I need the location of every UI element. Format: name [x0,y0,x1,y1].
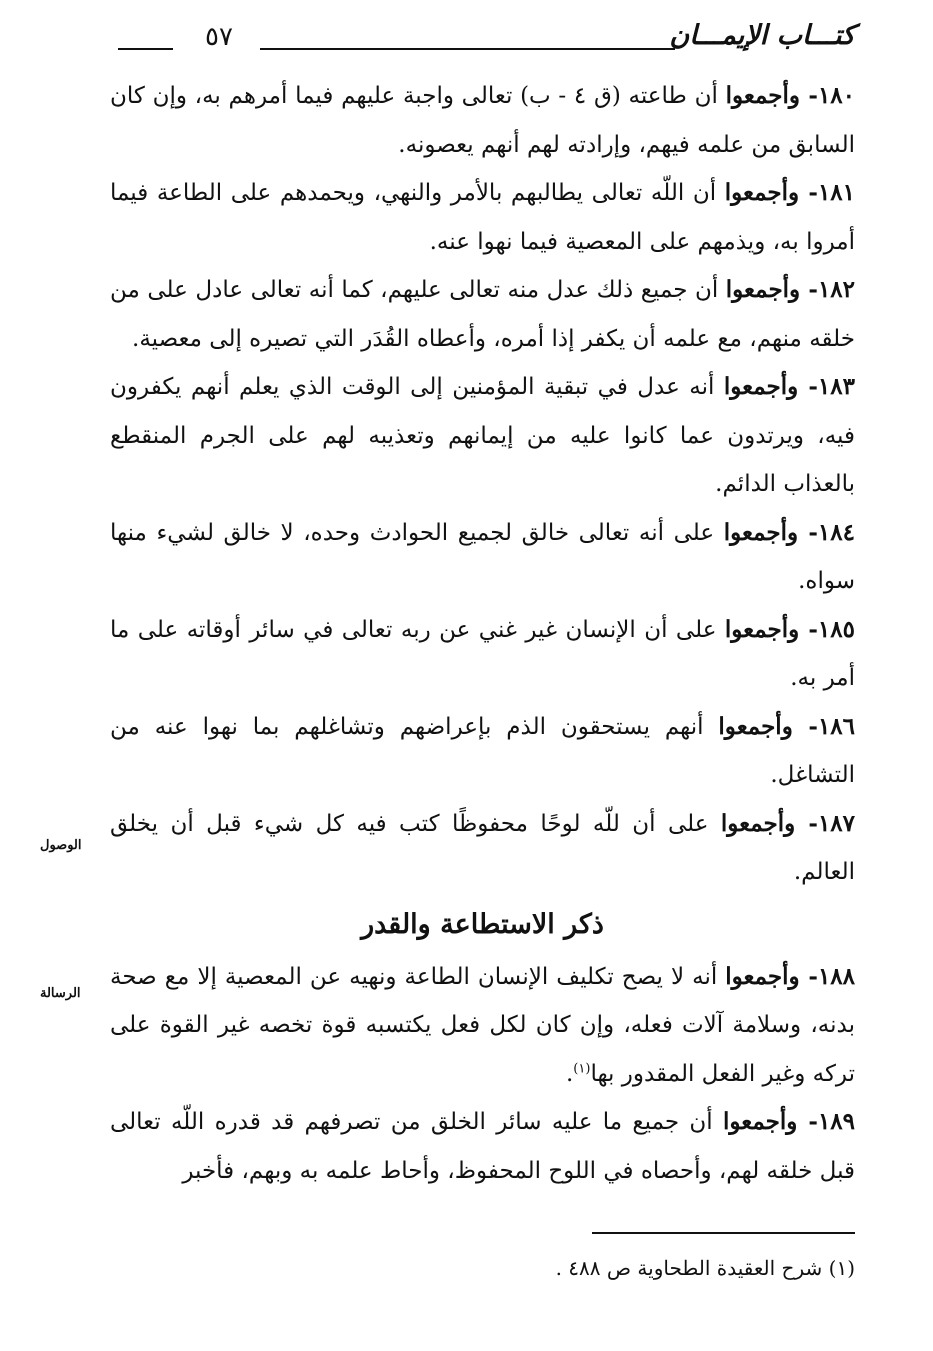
item-number: ١٨٩ [817,1108,855,1135]
paragraph-186: ١٨٦- وأجمعوا أنهم يستحقون الذم بإعراضهم وتشاغلهم بما نهوا عنه من التشاغل. [110,712,855,788]
paragraph-181: ١٨١- وأجمعوا أن اللّه تعالى يطالبهم بالأمر والنهي، ويحمدهم على الطاعة فيما أمروا به، ويذمهم على المعصية فيما نهوا عنه. [110,179,855,255]
item-number: ١٨٧ [817,809,855,837]
lead-word: وأجمعوا [720,809,796,837]
paragraph-text: أنهم يستحقون الذم بإعراضهم وتشاغلهم بما نهوا عنه من التشاغل. [110,713,855,788]
body-text [110,72,855,1195]
paragraph-185: ١٨٥- وأجمعوا على أن الإنسان غير غني عن ربه تعالى في سائر أوقاته على ما أمر به. [110,615,855,691]
paragraph-text: أنه عدل في تبقية المؤمنين إلى الوقت الذي يعلم أنهم يكفرون فيه، ويرتدون عما كانوا عليه من إيمانهم وتعذيبه لهم على الجرم المنقطع بالعذاب الدائم. [110,374,855,497]
paragraph-187: ١٨٧- وأجمعوا على أن للّه لوحًا محفوظًا كتب فيه كل شيء قبل أن يخلق العالم. [110,809,855,885]
footnote-separator [592,1232,855,1234]
lead-word: وأجمعوا [725,82,800,109]
running-head [110,20,855,70]
paragraph-189: ١٨٩- وأجمعوا أن جميع ما عليه سائر الخلق من تصرفهم قد قدره اللّه تعالى قبل خلقه لهم، وأحصاه في اللوح المحفوظ، وأحاط علمه به وبهم، فأخبر [110,1108,855,1184]
paragraph-188: ١٨٨- وأجمعوا أنه لا يصح تكليف الإنسان الطاعة ونهيه عن المعصية إلا مع صحة بدنه، وسلامة آلات فعله، وإن كان لكل فعل يكتسبه قوة تخصه غير القوة على تركه وغير الفعل المقدور بها$^{(١)}$. [110,962,855,1087]
paragraph-182: ١٨٢- وأجمعوا أن جميع ذلك عدل منه تعالى عليهم، كما أنه تعالى عادل على من خلقه منهم، مع علمه أن يكفر إذا أمره، وأعطاه القُدَر التي تصيره إلى معصية. [110,276,855,352]
lead-word: وأجمعوا [724,179,800,206]
paragraph-180: ١٨٠- وأجمعوا أن طاعته (ق ٤ - ب) تعالى واجبة عليهم فيما أمرهم به، وإن كان السابق من علمه فيهم، وإرادته لهم أنهم يعصونه. [110,82,855,158]
paragraph-text: على أن للّه لوحًا محفوظًا كتب فيه كل شيء قبل أن يخلق العالم. [110,810,855,885]
footnote: (١) شرح العقيدة الطحاوية ص ٤٨٨ . [555,1256,855,1280]
paragraph-text: أنه لا يصح تكليف الإنسان الطاعة ونهيه عن المعصية إلا مع صحة بدنه، وسلامة آلات فعله، وإن كان لكل فعل يكتسبه قوة تخصه غير القوة على تركه وغير الفعل المقدور بها [110,963,855,1087]
lead-word: وأجمعوا [725,962,800,990]
paragraph-text: أن اللّه تعالى يطالبهم بالأمر والنهي، ويحمدهم على الطاعة فيما أمروا به، ويذمهم على المعصية فيما نهوا عنه. [110,180,855,255]
margin-note-alrisala: الرسالة [40,986,81,1001]
lead-word: وأجمعوا [723,518,799,546]
paragraph-text: على أن الإنسان غير غني عن ربه تعالى في سائر أوقاته على ما أمر به. [110,616,855,691]
lead-word: وأجمعوا [724,615,800,643]
header-rule-short [118,48,173,50]
paragraph-text: أن جميع ما عليه سائر الخلق من تصرفهم قد قدره اللّه تعالى قبل خلقه لهم، وأحصاه في اللوح المحفوظ، وأحاط علمه به وبهم، فأخبر [110,1109,855,1184]
paragraph-184: ١٨٤- وأجمعوا على أنه تعالى خالق لجميع الحوادث وحده، لا خالق لشيء منها سواه. [110,518,855,594]
paragraph-end: . [565,1060,574,1087]
paragraph-text: أن جميع ذلك عدل منه تعالى عليهم، كما أنه تعالى عادل على من خلقه منهم، مع علمه أن يكفر إذا أمره، وأعطاه القُدَر التي تصيره إلى معصية. [110,277,855,352]
lead-word: وأجمعوا [723,373,799,400]
item-number: ١٨٦ [817,712,855,740]
item-number: ١٨٥ [817,615,855,643]
item-number: ١٨٢ [817,276,855,303]
lead-word: وأجمعوا [723,1108,798,1135]
paragraph-183: ١٨٣- وأجمعوا أنه عدل في تبقية المؤمنين إلى الوقت الذي يعلم أنهم يكفرون فيه، ويرتدون عما كانوا عليه من إيمانهم وتعذيبه لهم على الجرم المنقطع بالعذاب الدائم. [110,373,855,497]
footnote-ref[interactable]: (١) [573,1060,591,1076]
item-number: ١٨١ [817,179,855,206]
margin-note-alwusul: الوصول [40,838,82,853]
paragraph-text: على أنه تعالى خالق لجميع الحوادث وحده، لا خالق لشيء منها سواه. [110,519,855,594]
book-title: كتـــاب الإيمـــان [669,20,855,51]
item-number: ١٨٤ [817,518,855,546]
section-heading: ذكر الاستطاعة والقدر [361,908,604,940]
paragraph-text: أن طاعته (ق ٤ - ب) تعالى واجبة عليهم فيما أمرهم به، وإن كان السابق من علمه فيهم، وإرادته لهم أنهم يعصونه. [110,83,855,158]
item-number: ١٨٣ [817,373,855,400]
lead-word: وأجمعوا [725,276,801,303]
item-number: ١٨٠ [817,82,855,109]
item-number: ١٨٨ [817,962,855,990]
page-number: ٥٧ [205,22,233,52]
lead-word: وأجمعوا [718,712,793,740]
header-rule [260,48,675,50]
